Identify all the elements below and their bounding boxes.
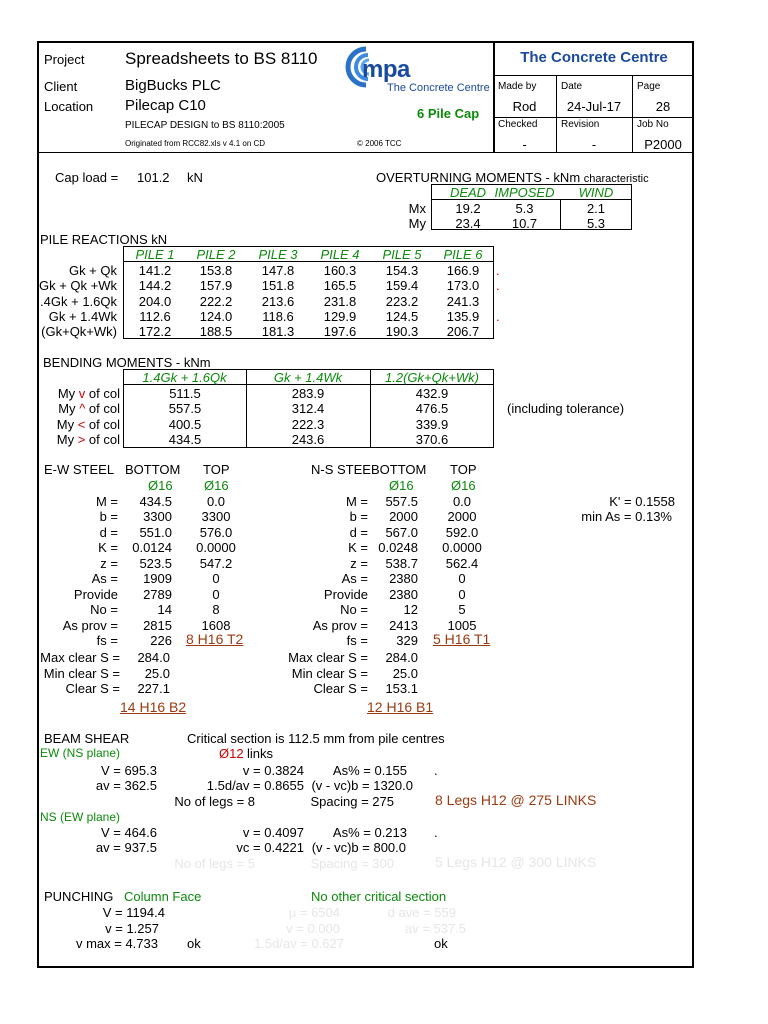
bm-row-pre: My [56,417,75,432]
ns-bottom-value: 2380 [389,571,418,586]
bm-cell: 283.9 [291,386,325,401]
ew-shear-vvc: (v - vc)b = 1320.0 [311,778,413,793]
ew-shear-av: av = 362.5 [95,778,157,793]
ot-row-label: Mx [408,201,426,216]
ew-bottom-value: 0.0124 [132,540,172,555]
bm-row-pre: My [57,386,76,401]
location-label: Location [44,99,94,114]
bm-row-label [30,418,120,431]
bm-cell: 511.5 [169,386,201,401]
bm-row-post: of col [88,417,120,432]
critical-section: Critical section is 112.5 mm from pile centres [187,731,445,746]
k-prime: K' = 0.1558 [609,494,675,509]
page-label: Page [637,81,661,92]
ot-col-dead: DEAD [449,185,487,200]
ew-bottom-value: 2815 [143,618,172,633]
ew-shear-result: 8 Legs H12 @ 275 LINKS [435,792,597,808]
ew-bottom-dia: Ø16 [148,478,173,493]
ns-steel-title: N-S STEE [311,462,371,477]
pile-cell: 160.3 [323,263,357,278]
punch-vmax: v max = 4.733 [75,936,158,951]
punch-av-ghost: av = 537.5 [404,921,466,936]
pile-cell: 124.5 [385,309,419,324]
ew-steel-label: No = [90,602,118,617]
beam-shear-title: BEAM SHEAR [44,731,130,746]
bm-cell: 243.6 [291,432,325,447]
ew-top-dia: Ø16 [204,478,229,493]
ns-steel-label: K = [348,540,368,555]
pile-cell: 204.0 [138,294,172,309]
ns-steel-label: d = [349,525,368,540]
bm-col-header: Gk + 1.4Wk [273,370,343,385]
pile-cell: 112.6 [139,309,171,324]
cap-load-value: 101.2 [137,170,170,185]
ns-top-value: 562.4 [445,556,479,571]
punch-v: v = 1.257 [105,921,159,936]
ew-top-value: 576.0 [199,525,233,540]
pile-row-label: Gk + Qk +Wk [38,278,117,293]
ns-bottom-bars: 12 H16 B1 [367,699,434,715]
ns-shear-dot: . [434,825,438,840]
pile-col-header: PILE 6 [443,247,483,262]
client-label: Client [44,79,78,94]
pile-row-label: (Gk+Qk+Wk) [41,324,117,339]
ns-bottom-value: 567.0 [385,525,418,540]
ew-steel-label: d = [99,525,118,540]
bm-cell: 222.3 [291,417,325,432]
location-name: Pilecap C10 [125,97,206,114]
ew-shear-ratio: 1.5d/av = 0.8655 [206,778,304,793]
ot-cell: 5.3 [586,216,606,231]
ns-shear-V: V = 464.6 [100,825,157,840]
column-face: Column Face [124,889,202,904]
ew-bottom-value: 434.5 [139,494,172,509]
copyright: © 2006 TCC [357,139,402,148]
ns-steel-label: z = [350,556,368,571]
ns-top-value: 5 [458,602,466,617]
table-rule [123,261,494,262]
ot-cell: 23.4 [455,216,481,231]
pile-cell: 190.3 [385,324,419,339]
logo-text: mpa [362,56,410,83]
ns-clear-label: Clear S = [313,681,368,696]
ns-top-value: 0 [458,571,466,586]
punch-v-ghost: v = 0.000 [286,921,340,936]
pile-cell: 166.9 [446,263,480,278]
ew-steel-label: fs = [96,633,118,648]
pile-cell: 181.3 [261,324,295,339]
ew-bottom-value: 523.5 [139,556,172,571]
ns-steel-label: b = [349,509,368,524]
ot-col-imposed: IMPOSED [494,185,555,200]
ns-top-value: 0 [458,587,466,602]
bending-title: BENDING MOMENTS - kNm [43,355,211,370]
bm-row-pre: My [58,401,76,416]
pile-row-label: .4Gk + 1.6Qk [40,294,117,309]
bm-cell: 476.5 [415,401,449,416]
bm-row-pre: My [56,432,75,447]
ns-bottom-value: 2413 [389,618,418,633]
ns-steel-label: As = [341,571,368,586]
pile-col-header: PILE 3 [258,247,298,262]
min-as: min As = 0.13% [581,509,672,524]
pile-cell: 147.8 [261,263,295,278]
pile-col-header: PILE 5 [382,247,422,262]
links-dia: Ø12 [219,746,244,761]
ew-steel-label: M = [95,494,118,509]
bm-row-post: of col [88,432,120,447]
pile-reactions-title: PILE REACTIONS kN [40,232,168,247]
ns-bottom-dia: Ø16 [389,478,414,493]
bm-cell: 370.6 [415,432,449,447]
mpa-logo [330,42,490,98]
ew-clear-value: 284.0 [137,650,170,665]
made-by-label: Made by [498,81,537,92]
ns-bottom-value: 2380 [389,587,418,602]
ew-shear-legs: No of legs = 8 [174,794,255,809]
ew-shear-v: v = 0.3824 [242,763,304,778]
ew-shear-V: V = 695.3 [100,763,157,778]
pile-col-header: PILE 4 [320,247,360,262]
ns-shear-vvc: (v - vc)b = 800.0 [311,840,406,855]
ns-top-heading: TOP [450,462,477,477]
ew-shear-as: As% = 0.155 [332,763,407,778]
links-label: links [247,746,274,761]
pile-cell: 118.6 [262,309,294,324]
ew-steel-label: b = [99,509,118,524]
ns-top-value: 1005 [447,618,477,633]
ew-shear-dot: . [434,763,438,778]
ew-bottom-bars: 14 H16 B2 [120,699,187,715]
ew-steel-title: E-W STEEL [44,462,115,477]
ns-shear-vc: vc = 0.4221 [236,840,304,855]
pile-cell: 129.9 [323,309,357,324]
pile-cell: 206.7 [446,324,480,339]
bm-row-sym: > [77,432,86,447]
ot-cell: 10.7 [511,216,538,231]
bm-col-header: 1.4Gk + 1.6Qk [142,370,227,385]
ew-steel-label: z = [100,556,118,571]
tolerance-note: (including tolerance) [507,401,625,416]
cap-load-label: Cap load = [55,170,119,185]
ns-bottom-value: 329 [396,633,418,648]
pile-row-mark: . [496,309,500,324]
punch-V: V = 1194.4 [102,905,165,920]
ew-top-value: 547.2 [199,556,233,571]
bm-row-label [30,433,120,446]
ew-bottom-heading: BOTTOM [125,462,181,477]
ew-clear-value: 227.1 [137,681,170,696]
punch-ok-2: ok [434,936,448,951]
doc-title: 6 Pile Cap [417,106,480,121]
ew-plane: EW (NS plane) [40,746,121,760]
bm-cell: 339.9 [415,417,449,432]
bm-row-sym: < [77,417,86,432]
ns-bottom-value: 538.7 [385,556,418,571]
ew-clear-value: 25.0 [144,666,170,681]
ns-shear-result-ghost: 5 Legs H12 @ 300 LINKS [435,854,597,870]
ew-top-bars: 8 H16 T2 [186,631,244,647]
ns-clear-value: 153.1 [385,681,418,696]
project-label: Project [44,52,85,67]
pile-cell: 141.2 [138,263,172,278]
pile-cell: 223.2 [385,294,419,309]
ew-steel-label: Provide [73,587,118,602]
pile-cell: 124.0 [199,309,233,324]
ns-top-value: 0.0 [452,494,472,509]
bm-cell: 557.5 [168,401,202,416]
ns-shear-as: As% = 0.213 [332,825,407,840]
header-divider [493,41,495,153]
ns-steel-label: M = [345,494,368,509]
pile-cell: 159.4 [385,278,419,293]
bm-cell: 434.5 [168,432,202,447]
client-name: BigBucks PLC [125,77,221,94]
pile-row-label: Gk + 1.4Wk [48,309,117,324]
ns-bottom-value: 0.0248 [378,540,418,555]
ns-top-dia: Ø16 [451,478,476,493]
bm-row-label [30,387,120,400]
ew-top-value: 3300 [201,509,231,524]
jobno-value: P2000 [644,137,682,152]
ns-shear-spacing-ghost: Spacing = 300 [310,856,394,871]
pile-cell: 144.2 [138,278,172,293]
bm-row-sym: ^ [79,401,86,416]
ns-bottom-heading: BOTTOM [371,462,427,477]
punch-ok-1: ok [187,936,201,951]
bm-cell: 312.4 [291,401,325,416]
pile-col-header: PILE 2 [196,247,236,262]
bm-row-post: of col [88,401,120,416]
pile-cell: 153.8 [199,263,233,278]
ns-steel-label: Provide [323,587,368,602]
revision-value: - [591,137,597,152]
pile-cell: 231.8 [323,294,357,309]
overturning-title-text: OVERTURNING MOMENTS - kNm [376,170,581,185]
ew-top-value: 0.0 [206,494,226,509]
no-other-section: No other critical section [311,889,447,904]
punch-mu-ghost: μ = 6504 [288,905,340,920]
pile-cell: 197.6 [323,324,357,339]
logo-subtitle: The Concrete Centre [387,82,490,94]
ew-steel-label: As = [91,571,118,586]
ns-shear-v: v = 0.4097 [242,825,304,840]
ew-top-heading: TOP [203,462,230,477]
pile-cell: 172.2 [138,324,172,339]
overturning-suffix: characteristic [583,173,649,185]
ns-shear-legs-ghost: No of legs = 5 [174,856,255,871]
pile-cell: 222.2 [199,294,233,309]
checked-label: Checked [498,119,538,130]
ns-top-value: 592.0 [445,525,479,540]
pile-cell: 135.9 [446,309,480,324]
ew-bottom-value: 2789 [143,587,172,602]
pile-cell: 151.8 [261,278,295,293]
ew-clear-label: Max clear S = [40,650,120,665]
page-value: 28 [655,99,671,114]
ew-bottom-value: 226 [150,633,172,648]
bm-cell: 432.9 [415,386,449,401]
ot-cell: 5.3 [515,201,534,216]
ot-cell: 19.2 [455,201,481,216]
ns-top-value: 2000 [447,509,477,524]
pile-cell: 188.5 [199,324,233,339]
ew-top-value: 0 [212,571,220,586]
ns-steel-label: No = [340,602,368,617]
punch-ratio-ghost: 1.5d/av = 0.627 [254,936,344,951]
ns-clear-label: Max clear S = [288,650,368,665]
ew-shear-spacing: Spacing = 275 [310,794,394,809]
bm-row-sym: v [78,386,86,401]
ns-bottom-value: 2000 [389,509,418,524]
ot-cell: 2.1 [586,201,606,216]
punch-dave-ghost: d ave = 559 [387,905,456,920]
originated-note: Originated from RCC82.xls v 4.1 on CD [125,139,266,148]
header-rule [493,117,694,118]
ns-top-bars: 5 H16 T1 [433,631,491,647]
ns-clear-value: 25.0 [392,666,418,681]
ew-top-value: 1608 [201,618,231,633]
ns-shear-av: av = 937.5 [95,840,157,855]
pile-row-mark: . [496,263,500,278]
pile-cell: 173.0 [446,278,480,293]
pile-cell: 154.3 [385,263,419,278]
date-value: 24-Jul-17 [566,99,622,114]
header-rule [493,75,694,76]
ew-top-value: 0 [212,587,220,602]
checked-value: - [522,137,527,152]
punching-title: PUNCHING [44,889,114,904]
date-label: Date [561,81,583,92]
org-name: The Concrete Centre [520,49,668,66]
cap-load-unit: kN [187,170,203,185]
ew-bottom-value: 14 [157,602,172,617]
ew-clear-label: Clear S = [65,681,120,696]
pile-cell: 213.6 [261,294,295,309]
ew-top-value: 8 [212,602,220,617]
ns-plane: NS (EW plane) [40,810,121,824]
design-title: PILECAP DESIGN to BS 8110:2005 [125,120,285,131]
made-by-value: Rod [512,99,537,114]
jobno-label: Job No [637,119,669,130]
ot-row-label: My [408,216,426,231]
pile-cell: 165.5 [323,278,357,293]
pile-row-mark: . [496,278,500,293]
revision-label: Revision [561,119,600,130]
ew-bottom-value: 1909 [143,571,172,586]
bm-col-header: 1.2(Gk+Qk+Wk) [385,370,479,385]
overturning-title [376,171,649,185]
ew-top-value: 0.0000 [196,540,236,555]
ns-bottom-value: 12 [403,602,418,617]
ew-bottom-value: 3300 [143,509,172,524]
pile-col-header: PILE 1 [135,247,175,262]
pile-cell: 157.9 [199,278,233,293]
pile-cell: 241.3 [446,294,480,309]
bm-cell: 400.5 [168,417,202,432]
project-name: Spreadsheets to BS 8110 [125,49,318,68]
pile-row-label: Gk + Qk [68,263,117,278]
ew-bottom-value: 551.0 [139,525,172,540]
ew-clear-label: Min clear S = [43,666,120,681]
ns-clear-value: 284.0 [385,650,418,665]
ew-steel-label: As prov = [62,618,118,633]
ns-clear-label: Min clear S = [291,666,368,681]
ns-steel-label: fs = [346,633,368,648]
ot-col-wind: WIND [578,185,614,200]
ns-steel-label: As prov = [312,618,368,633]
bm-row-label [30,402,120,415]
ew-steel-label: K = [98,540,118,555]
ns-bottom-value: 557.5 [385,494,418,509]
ns-top-value: 0.0000 [442,540,482,555]
bm-row-post: of col [88,386,120,401]
